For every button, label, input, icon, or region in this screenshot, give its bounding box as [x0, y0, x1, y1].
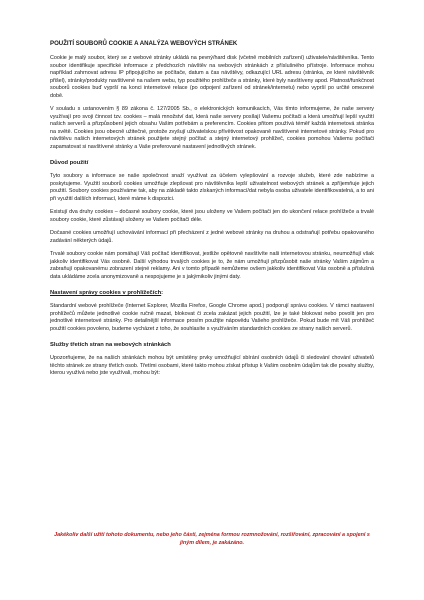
paragraph-session-cookies: Dočasné cookies umožňují uchovávání informací při přecházení z jedné webové stránky na druhou a odstraňují potřebu opakovaného zadávání některých údajů. — [50, 230, 374, 244]
paragraph-legal-notice: V souladu s ustanovením § 89 zákona č. 127/2005 Sb., o elektronických komunikacích, Vás tímto informujeme, že naše servery využívají pro svoji činnost tzv. cookies – malá množství dat, která naše servery posílají Vašemu počítači a která umožňují lepší využití našich serverů a přizpůsobení jejich obsahu Vašim potřebám a preferencím. Cookies přitom používá téměř každá internetová stránka na světě. Cookies jsou obecně užitečné, protože zvyšují uživatelskou přívětivost opakovaně navštívené internetové stránky. Pokud pro návštěvu našich internetových stránek použijete stejný počítač a stejný internetový prohlížeč, cookies pomohou Vašemu počítači zapamatovat si navštívené stránky a Vaše preferované nastavení jednotlivých stránek. — [50, 106, 374, 150]
paragraph-cookie-types: Existují dva druhy cookies – dočasné soubory cookie, které jsou uloženy ve Vašem počítači jen do ukončení relace prohlížeče a trvalé soubory cookie, které zůstávají uloženy ve Vašem počítači déle. — [50, 209, 374, 223]
paragraph-browser-settings: Standardní webové prohlížeče (Internet Explorer, Mozilla Firefox, Google Chrome apod.) podporují správu cookies. V rámci nastavení prohlížečů můžete jednotlivé cookie ručně mazat, blokovat či zcela zakázat jejich použití, lze je také blokovat nebo povolit jen pro jednotlivé internetové stránky. Pro detailnější informace prosím použijte nápovědu Vašeho prohlížeče. Pokud bude mít Váš prohlížeč použití cookies povoleno, budeme vycházet z toho, že souhlasíte s využíváním standardních cookies ze strany našich serverů. — [50, 303, 374, 332]
heading-browser-settings-colon: : — [161, 290, 164, 296]
heading-browser-settings — [50, 289, 374, 297]
paragraph-third-party: Upozorňujeme, že na našich stránkách mohou být umístěny prvky umožňující sbírání osobních údajů či sledování chování uživatelů těchto stránek ze strany třetích osob. Třetími osobami, které takto mohou získat přístup k Vašim osobním údajům tak dle povahy služby, kterou využívá nebo jste využívali, mohou být: — [50, 355, 374, 376]
heading-third-party: Služby třetích stran na webových stránkách — [50, 342, 171, 348]
document-body — [50, 40, 374, 384]
copyright-notice: Jakékoliv další užití tohoto dokumentu, nebo jeho části, zejména formou rozmnožování, rozšiřování, zpracování a spojení s jiným dílem, je zakázáno. — [54, 532, 370, 546]
heading-browser-settings-text: Nastavení správy cookies v prohlížečích — [50, 290, 162, 296]
paragraph-cookie-definition: Cookie je malý soubor, který se z webové stránky ukládá na pevný/hard disk (včetně mobilních zařízení) uživatele/návštěvníka. Tento soubor identifikuje specifické informace z předchozích návštěv na webových stránkách z příslušného přístroje. Informace mohou například zahrnovat adresu IP připojujícího se počítače, datum a čas návštěvy, odkazující URL adresu (stránka, ze které návštěvník přišel), stránky/produkty navštívené na našem webu, typ použitého prohlížeče a stránky, které byly navštíveny apod. Platnost/funkčnost souborů cookies buď vyprší na konci internetové relace (po odpojení zařízení od stránek/internetu) nebo vyprší po určité omezené době. — [50, 55, 374, 99]
paragraph-persistent-cookies: Trvalé soubory cookie nám pomáhají Váš počítač identifikovat, jestliže opětovně navštívíte naši internetovou stránku, neumožňují však jakkoliv identifikovat Vás osobně. Další výhodou trvalých cookies je to, že nám umožňují přizpůsobit naše stránky Vašim zájmům a zabraňují opakovanému zobrazení stejné reklamy. Ani v tomto případě nemůžeme ovšem jakkoliv identifikovat Vás osobně a příslušná data ukládáme zcela anonymizovaně a nespojujeme je s jakýmikoliv jinými daty. — [50, 251, 374, 280]
heading-reason: Důvod použití — [50, 160, 89, 166]
document-title: POUŽITÍ SOUBORŮ COOKIE A ANALÝZA WEBOVÝCH STRÁNEK — [50, 40, 238, 47]
paragraph-reason: Tyto soubory a informace se naše společnost snaží využívat za účelem vylepšování a rozvoje služeb, které zde nabízíme a poskytujeme. Využití souborů cookies umožňuje zlepšovat pro návštěvníka lepší uživatelnost webových stránek a zpříjemňuje jejich použití. Soubory cookies používáme tak, aby na základě takto získaných informací/dat nebyla osoba uživatele identifikovatelná, a to ani při využití dalších informací, které máme k dispozici. — [50, 173, 374, 202]
